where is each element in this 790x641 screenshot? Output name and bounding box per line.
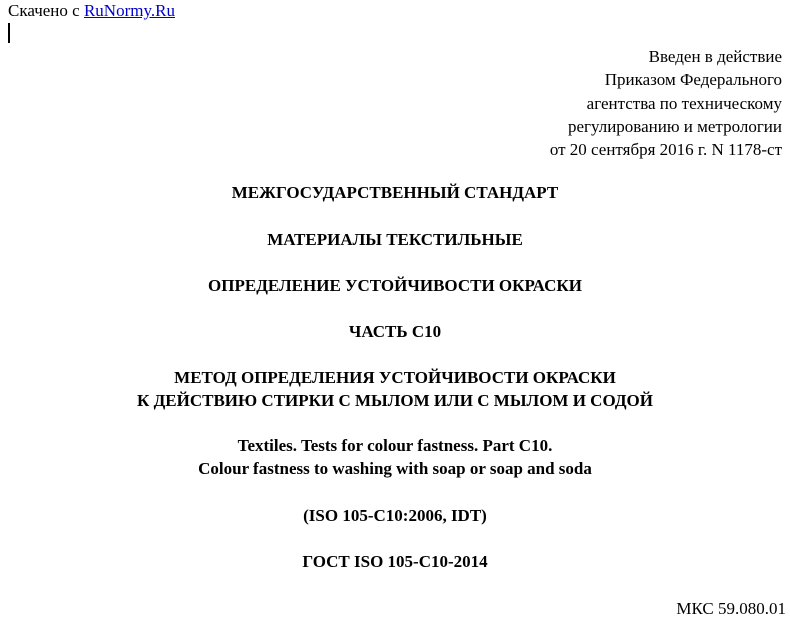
gost-code-text: ГОСТ ISO 105-C10-2014 bbox=[302, 552, 488, 571]
title-en-line: Textiles. Tests for colour fastness. Part C10. bbox=[237, 436, 553, 455]
text-cursor bbox=[8, 23, 10, 43]
standard-type-text: МЕЖГОСУДАРСТВЕННЫЙ СТАНДАРТ bbox=[231, 183, 559, 202]
iso-reference bbox=[0, 504, 790, 527]
title-line-1: МАТЕРИАЛЫ ТЕКСТИЛЬНЫЕ bbox=[267, 230, 523, 249]
decree-line: агентства по техническому bbox=[586, 93, 782, 113]
title-en-line: Colour fastness to washing with soap or soap and soda bbox=[198, 459, 592, 478]
title-line-2: ОПРЕДЕЛЕНИЕ УСТОЙЧИВОСТИ ОКРАСКИ bbox=[208, 276, 582, 295]
title-en bbox=[0, 434, 790, 480]
method-title-ru-line: К ДЕЙСТВИЮ СТИРКИ С МЫЛОМ ИЛИ С МЫЛОМ И СОДОЙ bbox=[137, 391, 653, 410]
standard-type-heading bbox=[0, 181, 790, 204]
title-heading-2 bbox=[0, 274, 790, 297]
part-heading bbox=[0, 320, 790, 343]
source-prefix: Скачено с bbox=[8, 1, 80, 20]
gost-code bbox=[0, 550, 790, 573]
decree-line: Введен в действие bbox=[648, 47, 782, 66]
method-title-ru bbox=[0, 366, 790, 412]
source-line bbox=[8, 1, 175, 21]
decree-block bbox=[550, 45, 782, 161]
iso-reference-text: (ISO 105-C10:2006, IDT) bbox=[303, 506, 487, 525]
method-title-ru-line: МЕТОД ОПРЕДЕЛЕНИЯ УСТОЙЧИВОСТИ ОКРАСКИ bbox=[174, 368, 616, 387]
decree-line: от 20 сентября 2016 г. N 1178-ст bbox=[549, 140, 782, 160]
title-heading-1 bbox=[0, 228, 790, 251]
decree-line: регулированию и метрологии bbox=[567, 116, 782, 136]
mks-code: МКС 59.080.01 bbox=[676, 599, 786, 618]
runormy-link[interactable]: RuNormy.Ru bbox=[83, 1, 175, 20]
decree-line: Приказом Федерального bbox=[604, 70, 782, 90]
part-text: ЧАСТЬ C10 bbox=[348, 322, 442, 341]
